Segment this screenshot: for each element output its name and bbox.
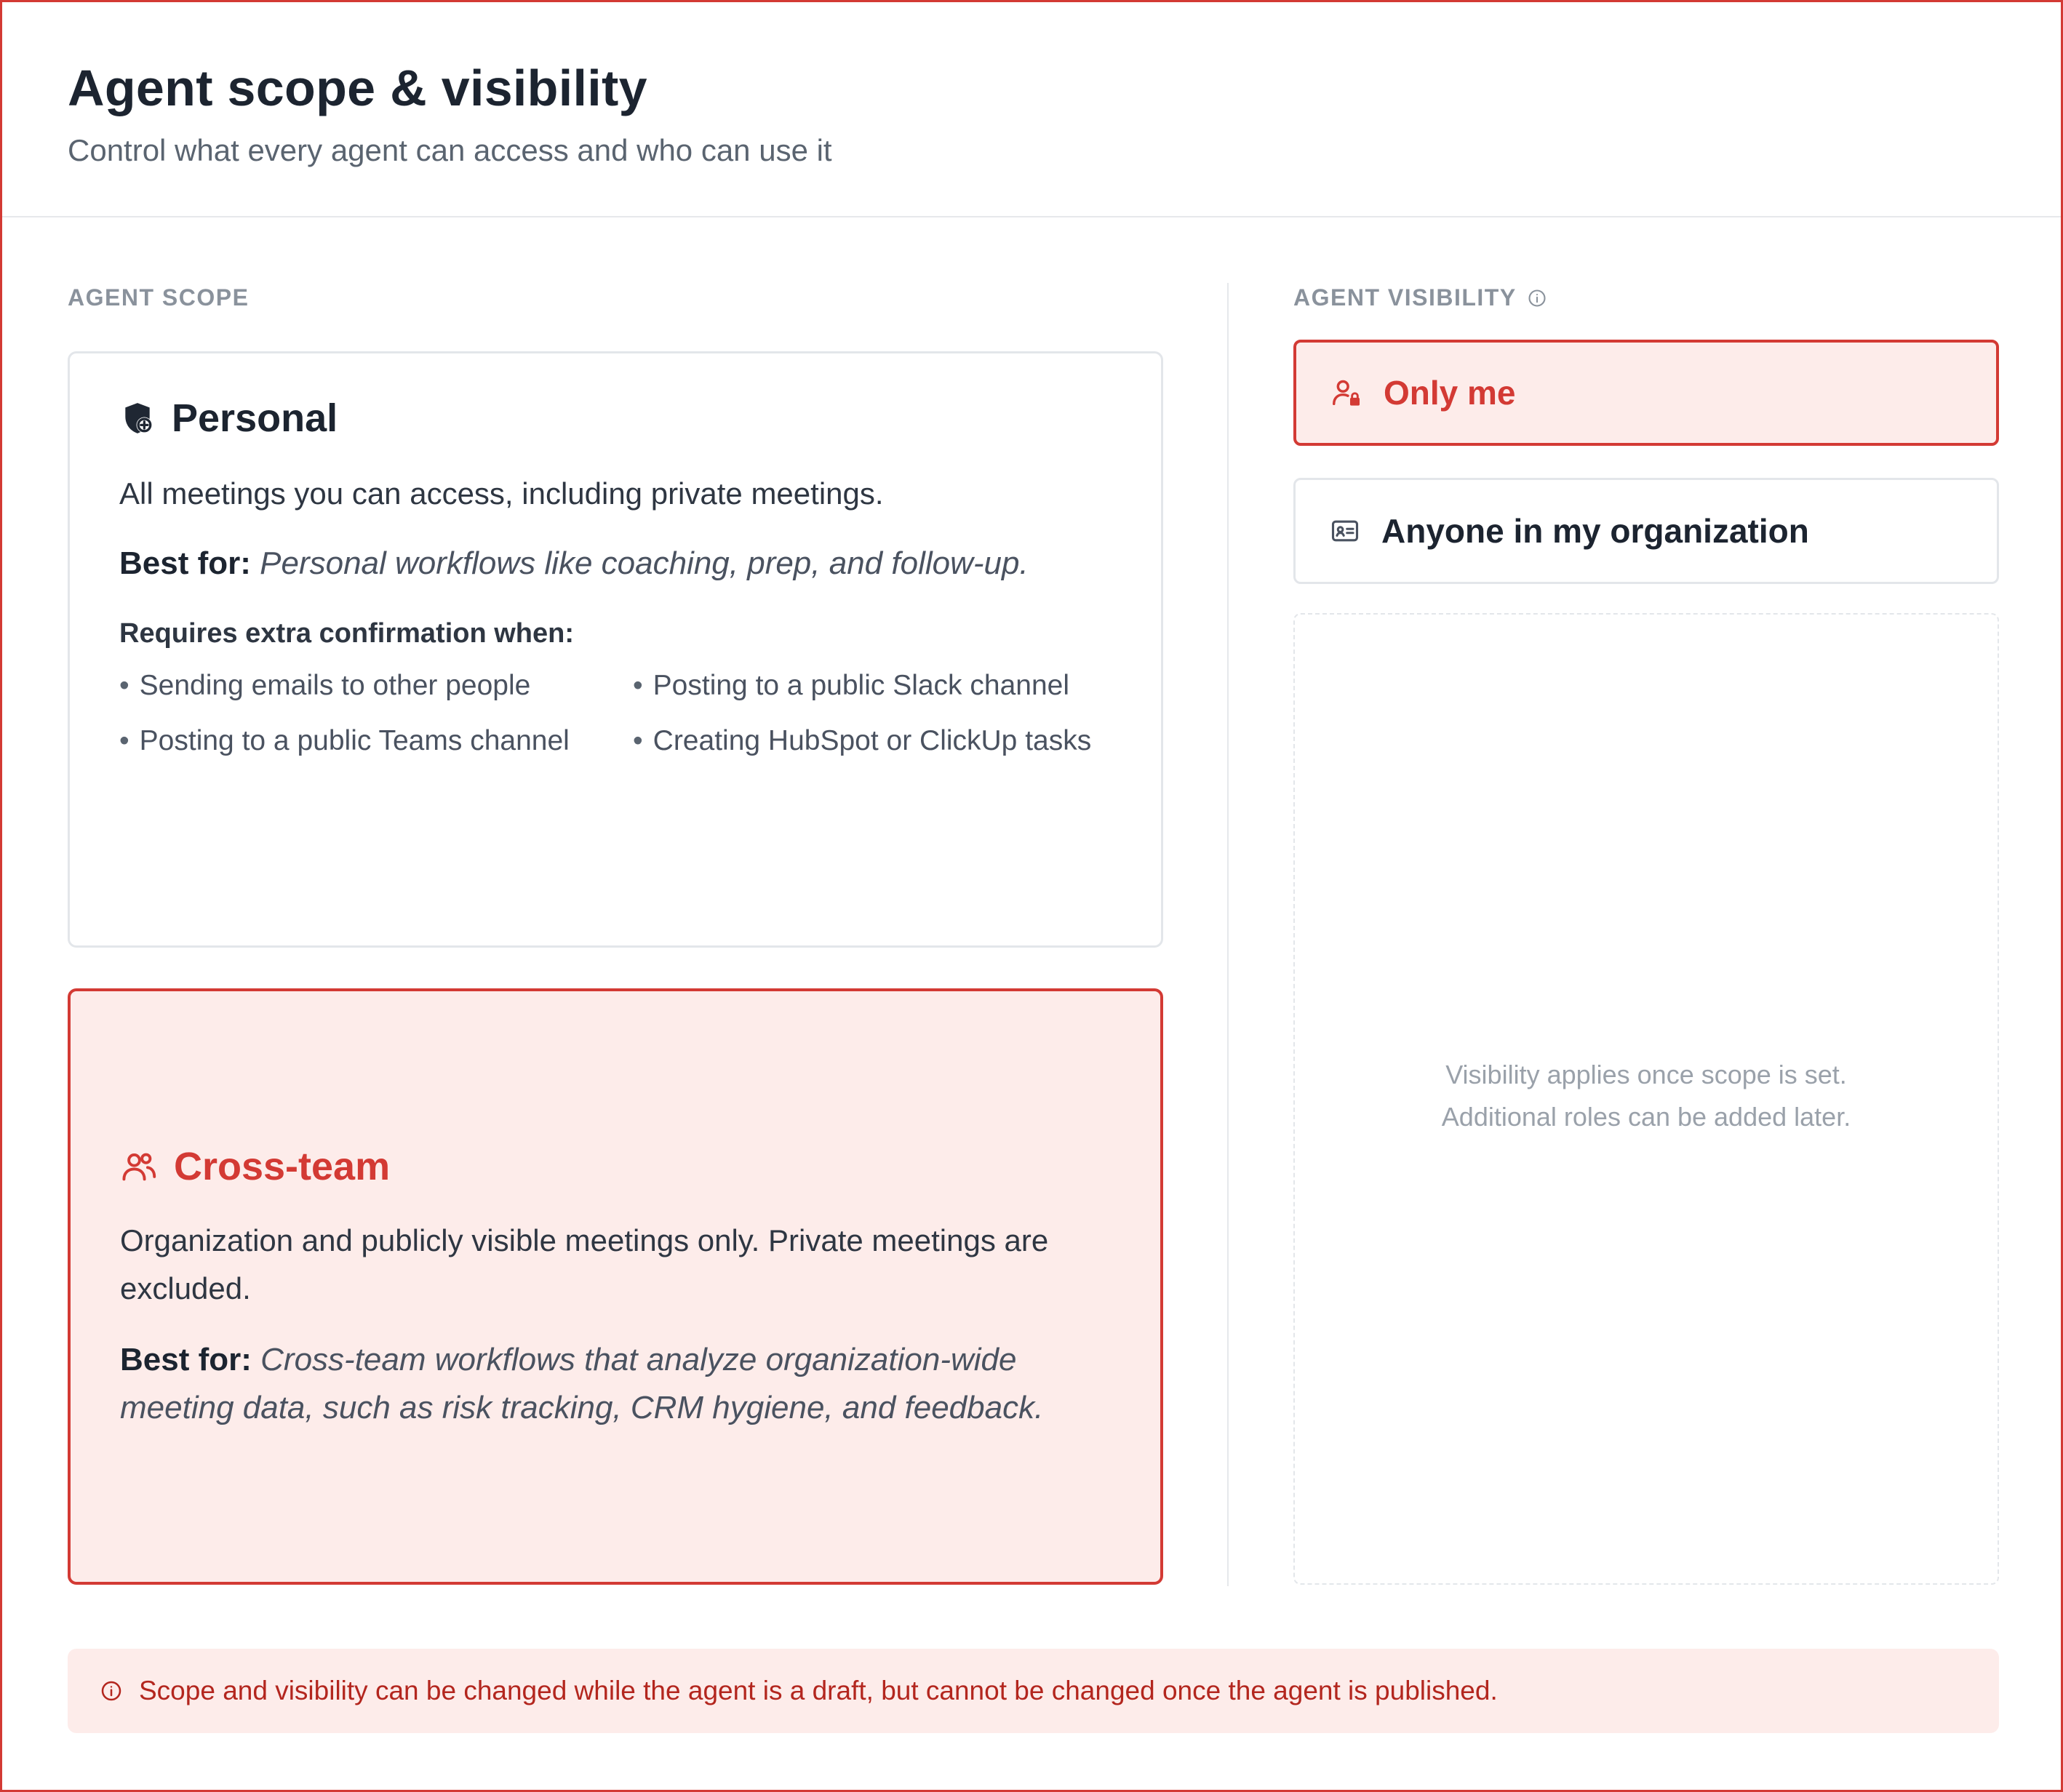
visibility-option-only-me[interactable]: [1293, 340, 1999, 446]
scope-option-description: All meetings you can access, including private meetings.: [119, 476, 884, 511]
visibility-empty-line: Additional roles can be added later.: [1441, 1102, 1851, 1132]
user-lock-icon: [1330, 376, 1363, 409]
best-for: [120, 1336, 1138, 1432]
requires-confirmation-list: [119, 665, 1138, 762]
scope-option-description: Organization and publicly visible meetings only. Private meetings are excluded.: [120, 1223, 1049, 1305]
agent-scope-label: AGENT SCOPE: [68, 284, 250, 311]
info-icon: [100, 1679, 123, 1703]
column-divider: [1227, 283, 1229, 1586]
visibility-empty-line: Visibility applies once scope is set.: [1445, 1060, 1847, 1089]
visibility-option-label: Anyone in my organization: [1381, 512, 1809, 550]
best-for-label: Best for:: [119, 545, 251, 581]
list-item: • Creating HubSpot or ClickUp tasks: [633, 720, 1142, 762]
visibility-option-label: Only me: [1384, 374, 1516, 412]
requires-confirmation-title: Requires extra confirmation when:: [119, 618, 575, 649]
visibility-option-organization[interactable]: [1293, 478, 1999, 584]
scope-option-header: [119, 396, 338, 441]
publish-warning-notice: [68, 1649, 1999, 1733]
scope-option-title: Cross-team: [174, 1145, 391, 1188]
list-item: • Sending emails to other people: [119, 665, 633, 707]
best-for-text: Cross-team workflows that analyze organization-wide meeting data, such as risk tracking, CRM hygiene, and feedback.: [120, 1342, 1044, 1425]
agent-visibility-label: [1293, 284, 1547, 311]
scope-option-cross-team[interactable]: [68, 988, 1163, 1585]
page-subtitle: Control what every agent can access and who can use it: [68, 133, 832, 167]
list-item: • Posting to a public Slack channel: [633, 665, 1142, 707]
info-icon[interactable]: [1527, 288, 1547, 308]
best-for: [119, 540, 1138, 588]
scope-option-personal[interactable]: [68, 351, 1163, 948]
users-icon: [120, 1148, 158, 1185]
id-card-icon: [1329, 515, 1361, 547]
visibility-empty-text: [1295, 1054, 1998, 1138]
agent-visibility-label-text: AGENT VISIBILITY: [1293, 284, 1517, 311]
shield-plus-icon: [119, 400, 156, 436]
best-for-text: Personal workflows like coaching, prep, and follow-up.: [260, 545, 1029, 581]
list-item: • Posting to a public Teams channel: [119, 720, 633, 762]
visibility-empty-state: [1293, 613, 1999, 1585]
panel-header: [2, 2, 2061, 217]
best-for-label: Best for:: [120, 1342, 252, 1377]
scope-option-header: [120, 1144, 390, 1189]
scope-option-title: Personal: [172, 396, 338, 440]
notice-text: Scope and visibility can be changed while the agent is a draft, but cannot be changed once the agent is published.: [139, 1676, 1498, 1705]
page-title: Agent scope & visibility: [68, 60, 647, 116]
